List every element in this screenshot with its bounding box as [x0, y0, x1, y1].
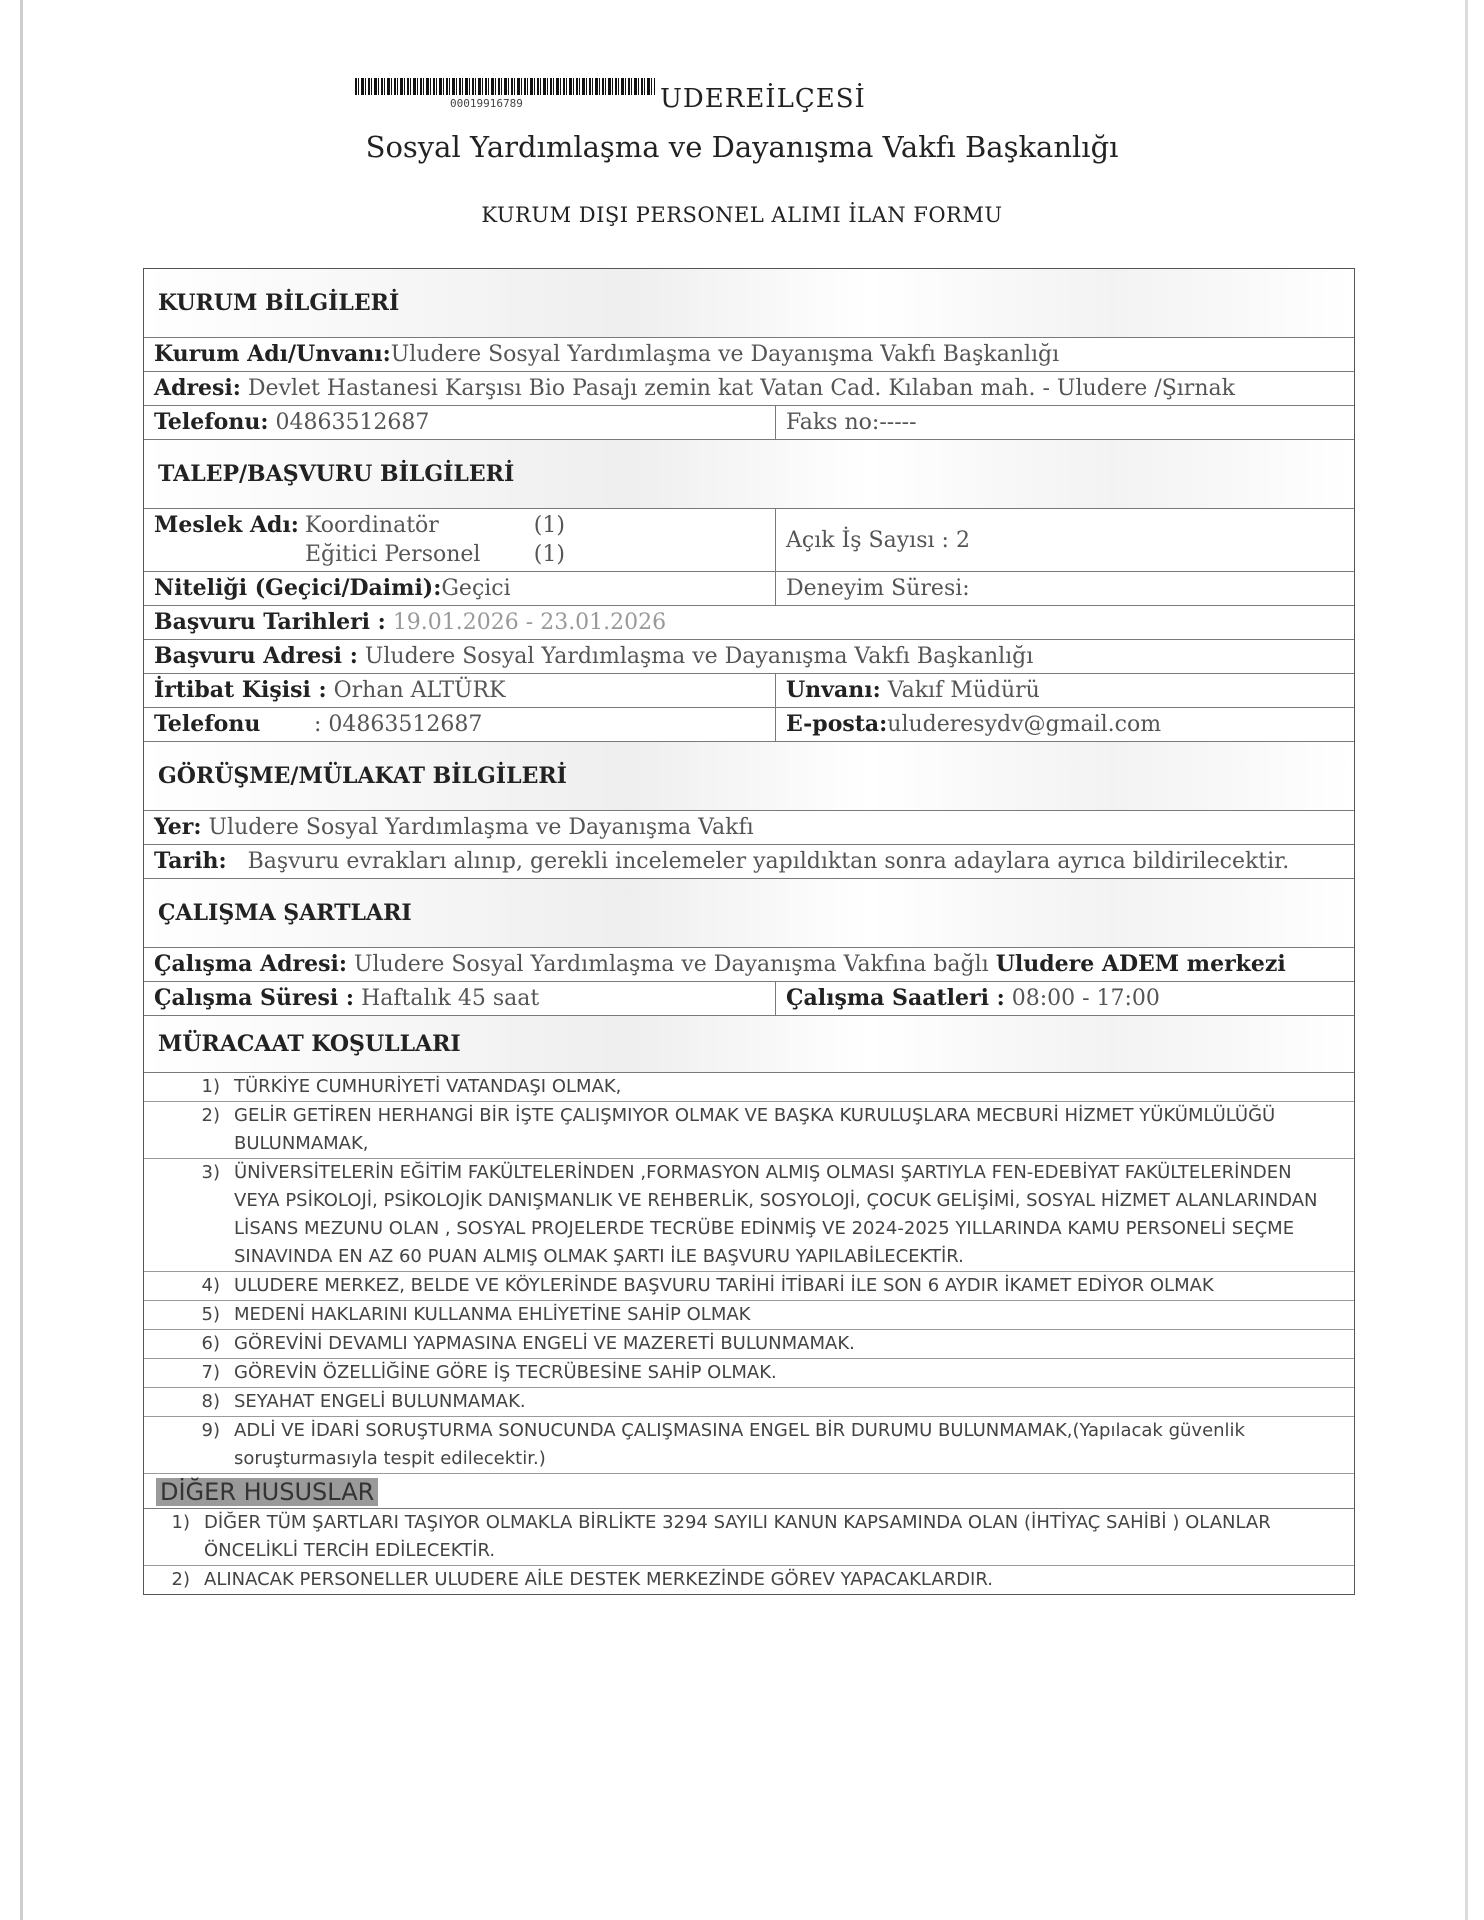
value: Devlet Hastanesi Karşısı Bio Pasajı zemin kat Vatan Cad. Kılaban mah. - Uludere /Şırnak — [247, 376, 1235, 401]
scan-edge-left — [20, 0, 23, 1920]
list-item: 2) GELİR GETİREN HERHANGİ BİR İŞTE ÇALIŞMIYOR OLMAK VE BAŞKA KURULUŞLARA MECBURİ HİZMET YÜKÜMLÜLÜĞÜ BULUNMAMAK, — [144, 1102, 1354, 1159]
label: Başvuru Adresi : — [154, 643, 358, 669]
row-interview-place — [144, 811, 1354, 845]
value: 04863512687 — [275, 410, 430, 435]
conditions-list — [144, 1073, 1354, 1474]
occupation-list — [305, 511, 565, 569]
list-item: 3) ÜNİVERSİTELERİN EĞİTİM FAKÜLTELERİNDEN ,FORMASYON ALMIŞ OLMASI ŞARTIYLA FEN-EDEBİYAT FAKÜLTELERİNDEN VEYA PSİKOLOJİ, PSİKOLOJİK DANIŞMANLIK VE REHBERLİK, SOSYOLOJİ, ÇOCUK GELİŞİMİ, SOSYAL HİZMET ALANLARINDAN LİSANS MEZUNU OLAN , SOSYAL PROJELERDE TECRÜBE EDİNMİŞ VE 2024-2025 YILLARINDA KAMU PERSONELİ SEÇME SINAVINDA EN AZ 60 PUAN ALMIŞ OLMAK ŞARTI İLE BAŞVURU YAPILABİLECEKTİR. — [144, 1159, 1354, 1272]
label: Telefonu — [154, 711, 261, 737]
row-apply-address — [144, 640, 1354, 674]
value: ----- — [879, 410, 917, 435]
section-talep: TALEP/BAŞVURU BİLGİLERİ — [144, 440, 1354, 509]
row-dates — [144, 606, 1354, 640]
row-kurum-name — [144, 338, 1354, 372]
value: Vakıf Müdürü — [887, 678, 1040, 703]
value: 2 — [955, 527, 970, 553]
list-item: 6) GÖREVİNİ DEVAMLI YAPMASINA ENGELİ VE MAZERETİ BULUNMAMAK. — [144, 1330, 1354, 1359]
value: 19.01.2026 - 23.01.2026 — [392, 610, 667, 635]
scan-edge-right — [1465, 0, 1468, 1920]
label: Kurum Adı/Unvanı: — [154, 341, 391, 367]
section-gorusme: GÖRÜŞME/MÜLAKAT BİLGİLERİ — [144, 742, 1354, 811]
value: Haftalık 45 saat — [361, 986, 540, 1011]
value: Uludere Sosyal Yardımlaşma ve Dayanışma Vakfı Başkanlığı — [390, 342, 1060, 367]
section-diger: DİĞER HUSUSLAR — [156, 1478, 378, 1506]
barcode-stripes — [355, 78, 655, 95]
list-item: 2) ALINACAK PERSONELLER ULUDERE AİLE DESTEK MERKEZİNDE GÖREV YAPACAKLARDIR. — [171, 1569, 993, 1590]
list-item: 1) TÜRKİYE CUMHURİYETİ VATANDAŞI OLMAK, — [144, 1073, 1354, 1102]
value-bold: Uludere ADEM merkezi — [995, 951, 1286, 977]
list-item: 8) SEYAHAT ENGELİ BULUNMAMAK. — [144, 1388, 1354, 1417]
value: 08:00 - 17:00 — [1011, 986, 1160, 1011]
list-item: 1) DİĞER TÜM ŞARTLARI TAŞIYOR OLMAKLA BİRLİKTE 3294 SAYILI KANUN KAPSAMINDA OLAN (İHTİYAÇ SAHİBİ ) OLANLAR ÖNCELİKLİ TERCİH EDİLECEKTİR. — [144, 1509, 1354, 1566]
row-kurum-phone — [144, 406, 1354, 440]
row-work-address — [144, 948, 1354, 982]
other-list — [144, 1509, 1354, 1594]
row-contact-phone — [144, 708, 1354, 742]
list-item: 7) GÖREVİN ÖZELLİĞİNE GÖRE İŞ TECRÜBESİNE SAHİP OLMAK. — [144, 1359, 1354, 1388]
list-item: 4) ULUDERE MERKEZ, BELDE VE KÖYLERİNDE BAŞVURU TARİHİ İTİBARİ İLE SON 6 AYDIR İKAMET EDİYOR OLMAK — [144, 1272, 1354, 1301]
value: Başvuru evrakları alınıp, gerekli incelemeler yapıldıktan sonra adaylara ayrıca bildirilecektir. — [247, 849, 1290, 874]
list-item: 9) ADLİ VE İDARİ SORUŞTURMA SONUCUNDA ÇALIŞMASINA ENGEL BİR DURUMU BULUNMAMAK,(Yapılacak güvenlik soruşturmasıyla tespit edilecektir.) — [144, 1417, 1354, 1474]
label: Unvanı: — [786, 677, 881, 703]
label: İrtibat Kişisi : — [154, 677, 327, 703]
label: E-posta: — [786, 711, 888, 737]
district-name: UDEREİLÇESİ — [660, 84, 866, 114]
section-kurum: KURUM BİLGİLERİ — [144, 269, 1354, 338]
label: Meslek Adı: — [154, 512, 299, 538]
section-diger-wrap — [144, 1474, 1354, 1509]
label: Çalışma Adresi: — [154, 951, 347, 977]
announcement-form — [143, 268, 1355, 1595]
label: Telefonu: — [154, 409, 269, 435]
value: Orhan ALTÜRK — [333, 678, 506, 703]
value: Uludere Sosyal Yardımlaşma ve Dayanışma Vakfına bağlı — [353, 952, 989, 977]
form-table — [143, 268, 1355, 1595]
label: Niteliği (Geçici/Daimi): — [154, 575, 442, 601]
foundation-title: Sosyal Yardımlaşma ve Dayanışma Vakfı Başkanlığı — [365, 130, 1119, 164]
barcode-number: 00019916789 — [450, 97, 523, 110]
row-contact — [144, 674, 1354, 708]
section-muracaat: MÜRACAAT KOŞULLARI — [144, 1016, 1354, 1073]
label: Yer: — [154, 814, 202, 840]
email-link[interactable]: uluderesydv@gmail.com — [887, 712, 1162, 737]
label: Tarih: — [154, 848, 227, 874]
value: : 04863512687 — [314, 712, 483, 737]
value: Uludere Sosyal Yardımlaşma ve Dayanışma Vakfı Başkanlığı — [364, 644, 1034, 669]
row-work-duration — [144, 982, 1354, 1016]
barcode — [355, 78, 655, 110]
label: Başvuru Tarihleri : — [154, 609, 386, 635]
occupation-item: Koordinatör (1) — [304, 513, 565, 538]
label: Çalışma Süresi : — [154, 985, 355, 1011]
section-calisma: ÇALIŞMA ŞARTLARI — [144, 879, 1354, 948]
label: Açık İş Sayısı : — [786, 527, 949, 553]
row-occupation — [144, 509, 1354, 572]
form-title: KURUM DIŞI PERSONEL ALIMI İLAN FORMU — [481, 203, 1003, 227]
label: Adresi: — [154, 375, 241, 401]
value: Geçici — [441, 576, 511, 601]
value: Uludere Sosyal Yardımlaşma ve Dayanışma Vakfı — [208, 815, 754, 840]
row-interview-date — [144, 845, 1354, 879]
label: Çalışma Saatleri : — [786, 985, 1005, 1011]
label: Faks no: — [786, 410, 880, 435]
list-item: 5) MEDENİ HAKLARINI KULLANMA EHLİYETİNE SAHİP OLMAK — [144, 1301, 1354, 1330]
row-kurum-address — [144, 372, 1354, 406]
occupation-item: Eğitici Personel (1) — [304, 542, 565, 567]
row-nature — [144, 572, 1354, 606]
label: Deneyim Süresi: — [786, 576, 970, 601]
